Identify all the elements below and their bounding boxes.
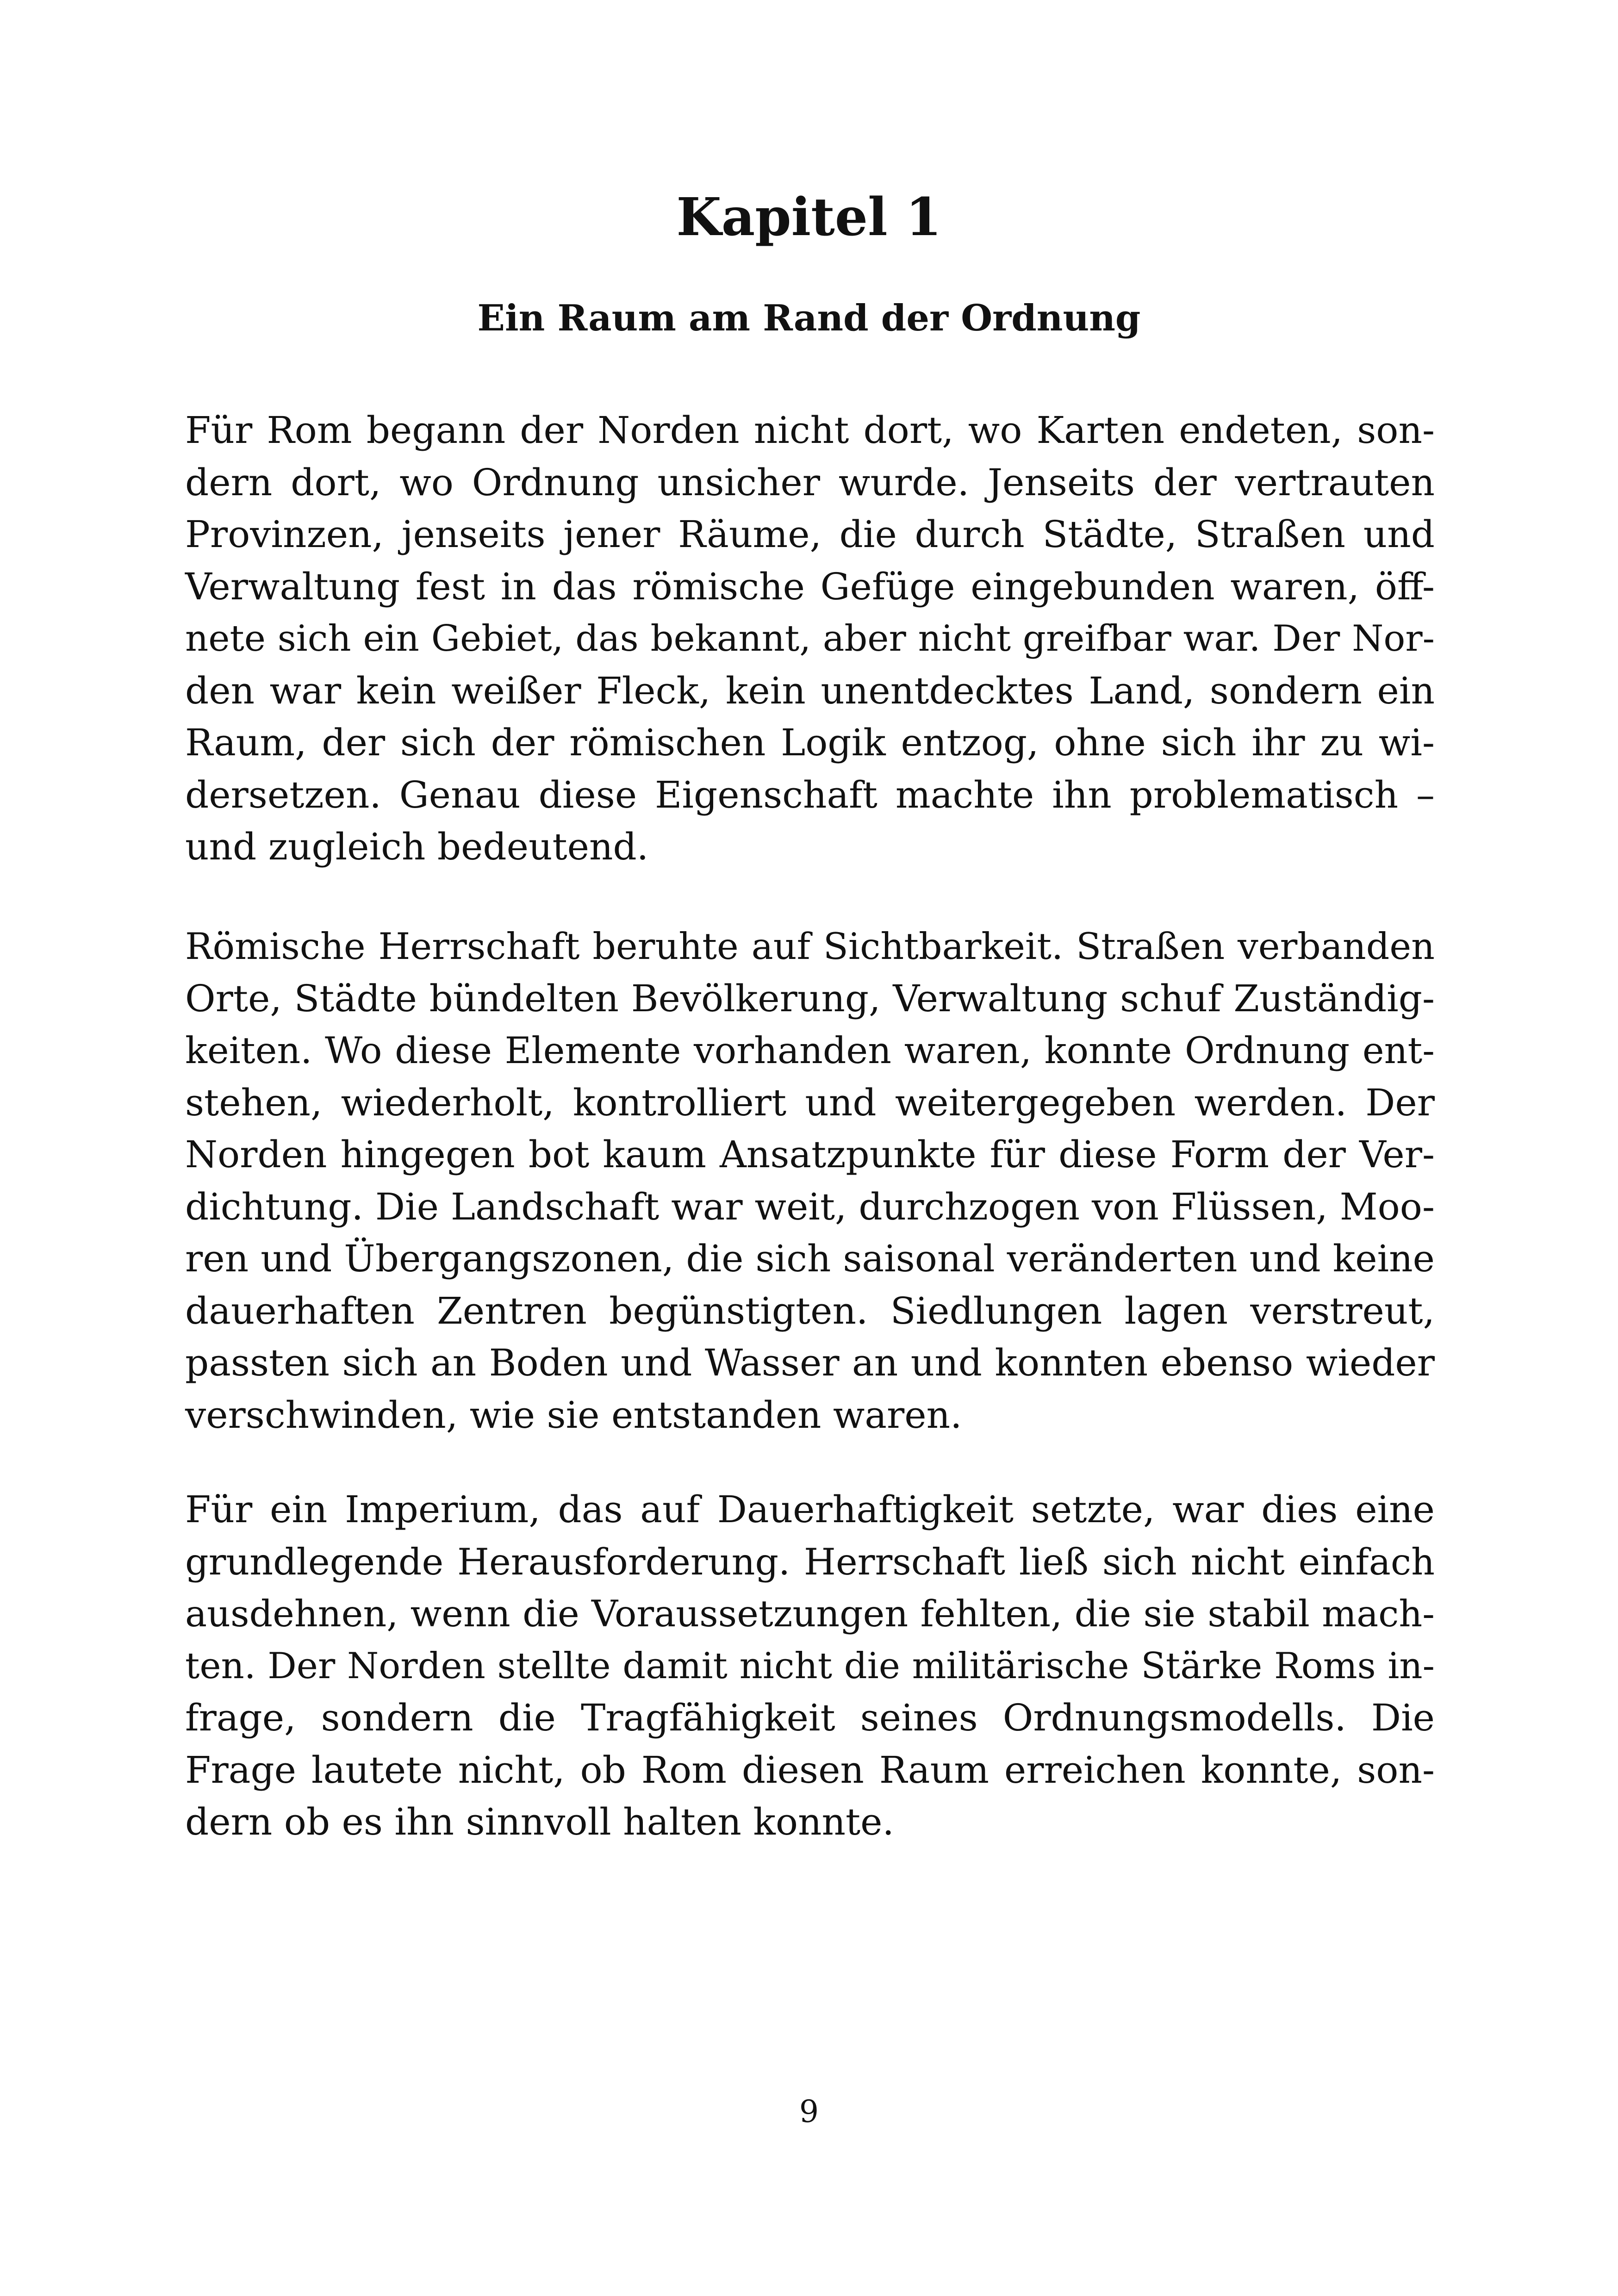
text-line: ren und Übergangszonen, die sich saisonal veränderten und keine [185, 1237, 1435, 1280]
body-paragraph-2 [185, 921, 1435, 1441]
text-line: Römische Herrschaft beruhte auf Sichtbarkeit. Straßen verbanden [185, 925, 1435, 968]
body-paragraph-3 [185, 1484, 1435, 1848]
text-line: dern ob es ihn sinnvoll halten konnte. [185, 1800, 894, 1843]
text-line: stehen, wiederholt, kontrolliert und weitergegeben werden. Der [185, 1081, 1435, 1124]
text-line: Verwaltung fest in das römische Gefüge eingebunden waren, öff- [185, 565, 1435, 608]
text-line: passten sich an Boden und Wasser an und konnten ebenso wieder [185, 1341, 1435, 1384]
page-number: 9 [799, 2094, 819, 2129]
chapter-subtitle: Ein Raum am Rand der Ordnung [477, 297, 1141, 339]
text-line: dauerhaften Zentren begünstigten. Siedlungen lagen verstreut, [185, 1289, 1435, 1332]
text-line: Raum, der sich der römischen Logik entzog, ohne sich ihr zu wi- [185, 721, 1435, 764]
text-line: grundlegende Herausforderung. Herrschaft ließ sich nicht einfach [185, 1540, 1435, 1583]
text-line: nete sich ein Gebiet, das bekannt, aber nicht greifbar war. Der Nor- [185, 618, 1435, 660]
text-line: ausdehnen, wenn die Voraussetzungen fehlten, die sie stabil mach- [185, 1593, 1435, 1635]
text-line: keiten. Wo diese Elemente vorhanden waren, konnte Ordnung ent- [185, 1029, 1435, 1072]
text-line: Für Rom begann der Norden nicht dort, wo Karten endeten, son- [185, 409, 1435, 452]
body-paragraph-1 [185, 404, 1435, 873]
chapter-title: Kapitel 1 [676, 187, 942, 248]
text-line: Norden hingegen bot kaum Ansatzpunkte für diese Form der Ver- [185, 1133, 1435, 1176]
text-line: den war kein weißer Fleck, kein unentdecktes Land, sondern ein [185, 669, 1435, 712]
text-line: und zugleich bedeutend. [185, 825, 649, 868]
text-line: dersetzen. Genau diese Eigenschaft machte ihn problematisch – [185, 773, 1435, 816]
text-line: Für ein Imperium, das auf Dauerhaftigkeit setzte, war dies eine [185, 1488, 1435, 1531]
text-line: Frage lautete nicht, ob Rom diesen Raum erreichen konnte, son- [185, 1748, 1435, 1792]
text-line: verschwinden, wie sie entstanden waren. [185, 1393, 962, 1437]
text-line: Orte, Städte bündelten Bevölkerung, Verwaltung schuf Zuständig- [185, 977, 1435, 1020]
text-line: dichtung. Die Landschaft war weit, durchzogen von Flüssen, Moo- [185, 1185, 1435, 1228]
text-line: frage, sondern die Tragfähigkeit seines Ordnungsmodells. Die [185, 1696, 1435, 1739]
text-line: ten. Der Norden stellte damit nicht die militärische Stärke Roms in- [185, 1645, 1435, 1687]
text-line: dern dort, wo Ordnung unsicher wurde. Jenseits der vertrauten [185, 460, 1435, 504]
text-line: Provinzen, jenseits jener Räume, die durch Städte, Straßen und [185, 513, 1435, 556]
